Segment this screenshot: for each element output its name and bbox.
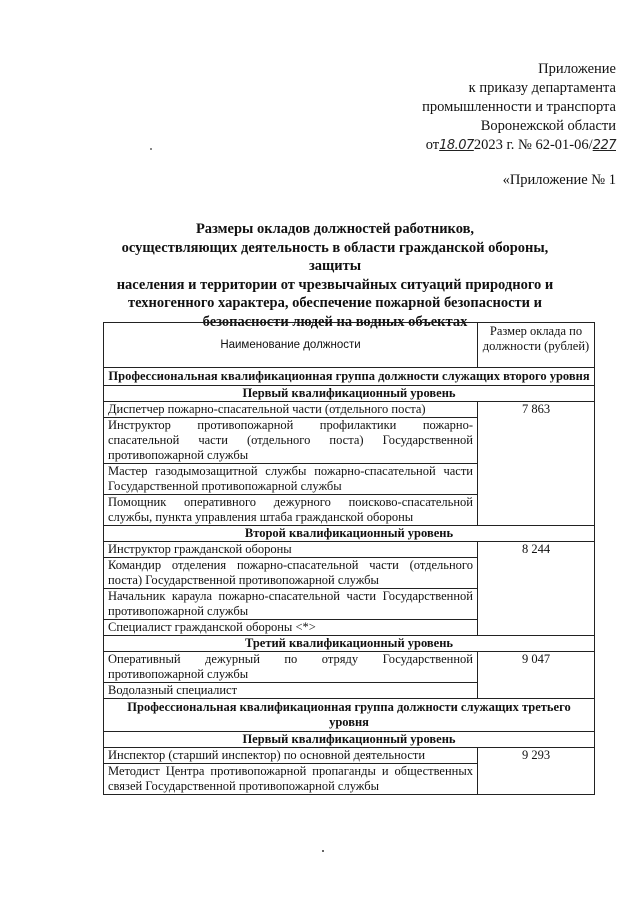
level-heading: Первый квалификационный уровень: [104, 386, 595, 402]
table-row: [104, 402, 595, 418]
document-title: [100, 220, 570, 331]
table-row: [104, 542, 595, 558]
level-row: [104, 732, 595, 748]
table-row: [104, 748, 595, 764]
scan-speck: [322, 850, 324, 852]
header-line-2: к приказу департамента: [468, 80, 616, 96]
date-prefix: от: [425, 137, 440, 153]
level-heading: Третий квалификационный уровень: [104, 636, 595, 652]
column-header-salary: Размер оклада по должности (рублей): [478, 323, 595, 368]
level-row: [104, 526, 595, 542]
header-line-3: промышленности и транспорта: [422, 99, 616, 115]
position-cell: Начальник караула пожарно-спасательной части Государственной противопожарной службы: [104, 589, 478, 620]
group-heading-1: Профессиональная квалификационная группа должности служащих второго уровня: [104, 368, 595, 386]
title-line-4: техногенного характера, обеспечение пожарной безопасности и: [128, 295, 542, 311]
level-heading: Второй квалификационный уровень: [104, 526, 595, 542]
group-row: [104, 368, 595, 386]
position-cell: Водолазный специалист: [104, 683, 478, 699]
date-suffix: 2023 г. № 62-01-06/: [473, 137, 593, 153]
position-cell: Методист Центра противопожарной пропаганды и общественных связей Государственной противопожарной службы: [104, 764, 478, 795]
scan-speck: [150, 148, 152, 150]
position-cell: Диспетчер пожарно-спасательной части (отдельного поста): [104, 402, 478, 418]
position-cell: Специалист гражданской обороны <*>: [104, 620, 478, 636]
position-cell: Оперативный дежурный по отряду Государственной противопожарной службы: [104, 652, 478, 683]
order-date-line: [356, 136, 616, 155]
position-cell: Инструктор гражданской обороны: [104, 542, 478, 558]
position-cell: Командир отделения пожарно-спасательной части (отдельного поста) Государственной противопожарной службы: [104, 558, 478, 589]
header-line-4: Воронежской области: [480, 118, 616, 134]
salary-cell: 7 863: [478, 402, 595, 526]
title-line-1: Размеры окладов должностей работников,: [195, 221, 475, 237]
title-line-5: безопасности людей на водных объектах: [202, 313, 468, 330]
title-line-2: осуществляющих деятельность в области гражданской обороны, защиты: [121, 239, 549, 274]
salary-table: [103, 322, 595, 795]
column-header-name: Наименование должности: [104, 323, 478, 368]
position-cell: Инспектор (старший инспектор) по основной деятельности: [104, 748, 478, 764]
appendix-header: [356, 60, 616, 155]
group-heading-2: Профессиональная квалификационная группа должности служащих третьего уровня: [104, 699, 595, 732]
handwritten-number: 227: [592, 138, 616, 153]
title-line-3: населения и территории от чрезвычайных ситуаций природного и: [116, 276, 554, 293]
salary-cell: 9 047: [478, 652, 595, 699]
handwritten-date: 18.07: [439, 138, 474, 153]
salary-cell: 9 293: [478, 748, 595, 795]
group-row: [104, 699, 595, 732]
position-cell: Инструктор противопожарной профилактики пожарно-спасательной части (отдельного поста) Государственной противопожарной службы: [104, 418, 478, 464]
table-header-row: [104, 323, 595, 368]
level-row: [104, 386, 595, 402]
header-line-1: Приложение: [538, 61, 616, 77]
position-cell: Мастер газодымозащитной службы пожарно-спасательной части Государственной противопожарной службы: [104, 464, 478, 495]
level-heading: Первый квалификационный уровень: [104, 732, 595, 748]
position-cell: Помощник оперативного дежурного поисково-спасательной службы, пункта управления штаба гражданской обороны: [104, 495, 478, 526]
appendix-number: «Приложение № 1: [502, 172, 616, 188]
table-row: [104, 652, 595, 683]
level-row: [104, 636, 595, 652]
salary-cell: 8 244: [478, 542, 595, 636]
